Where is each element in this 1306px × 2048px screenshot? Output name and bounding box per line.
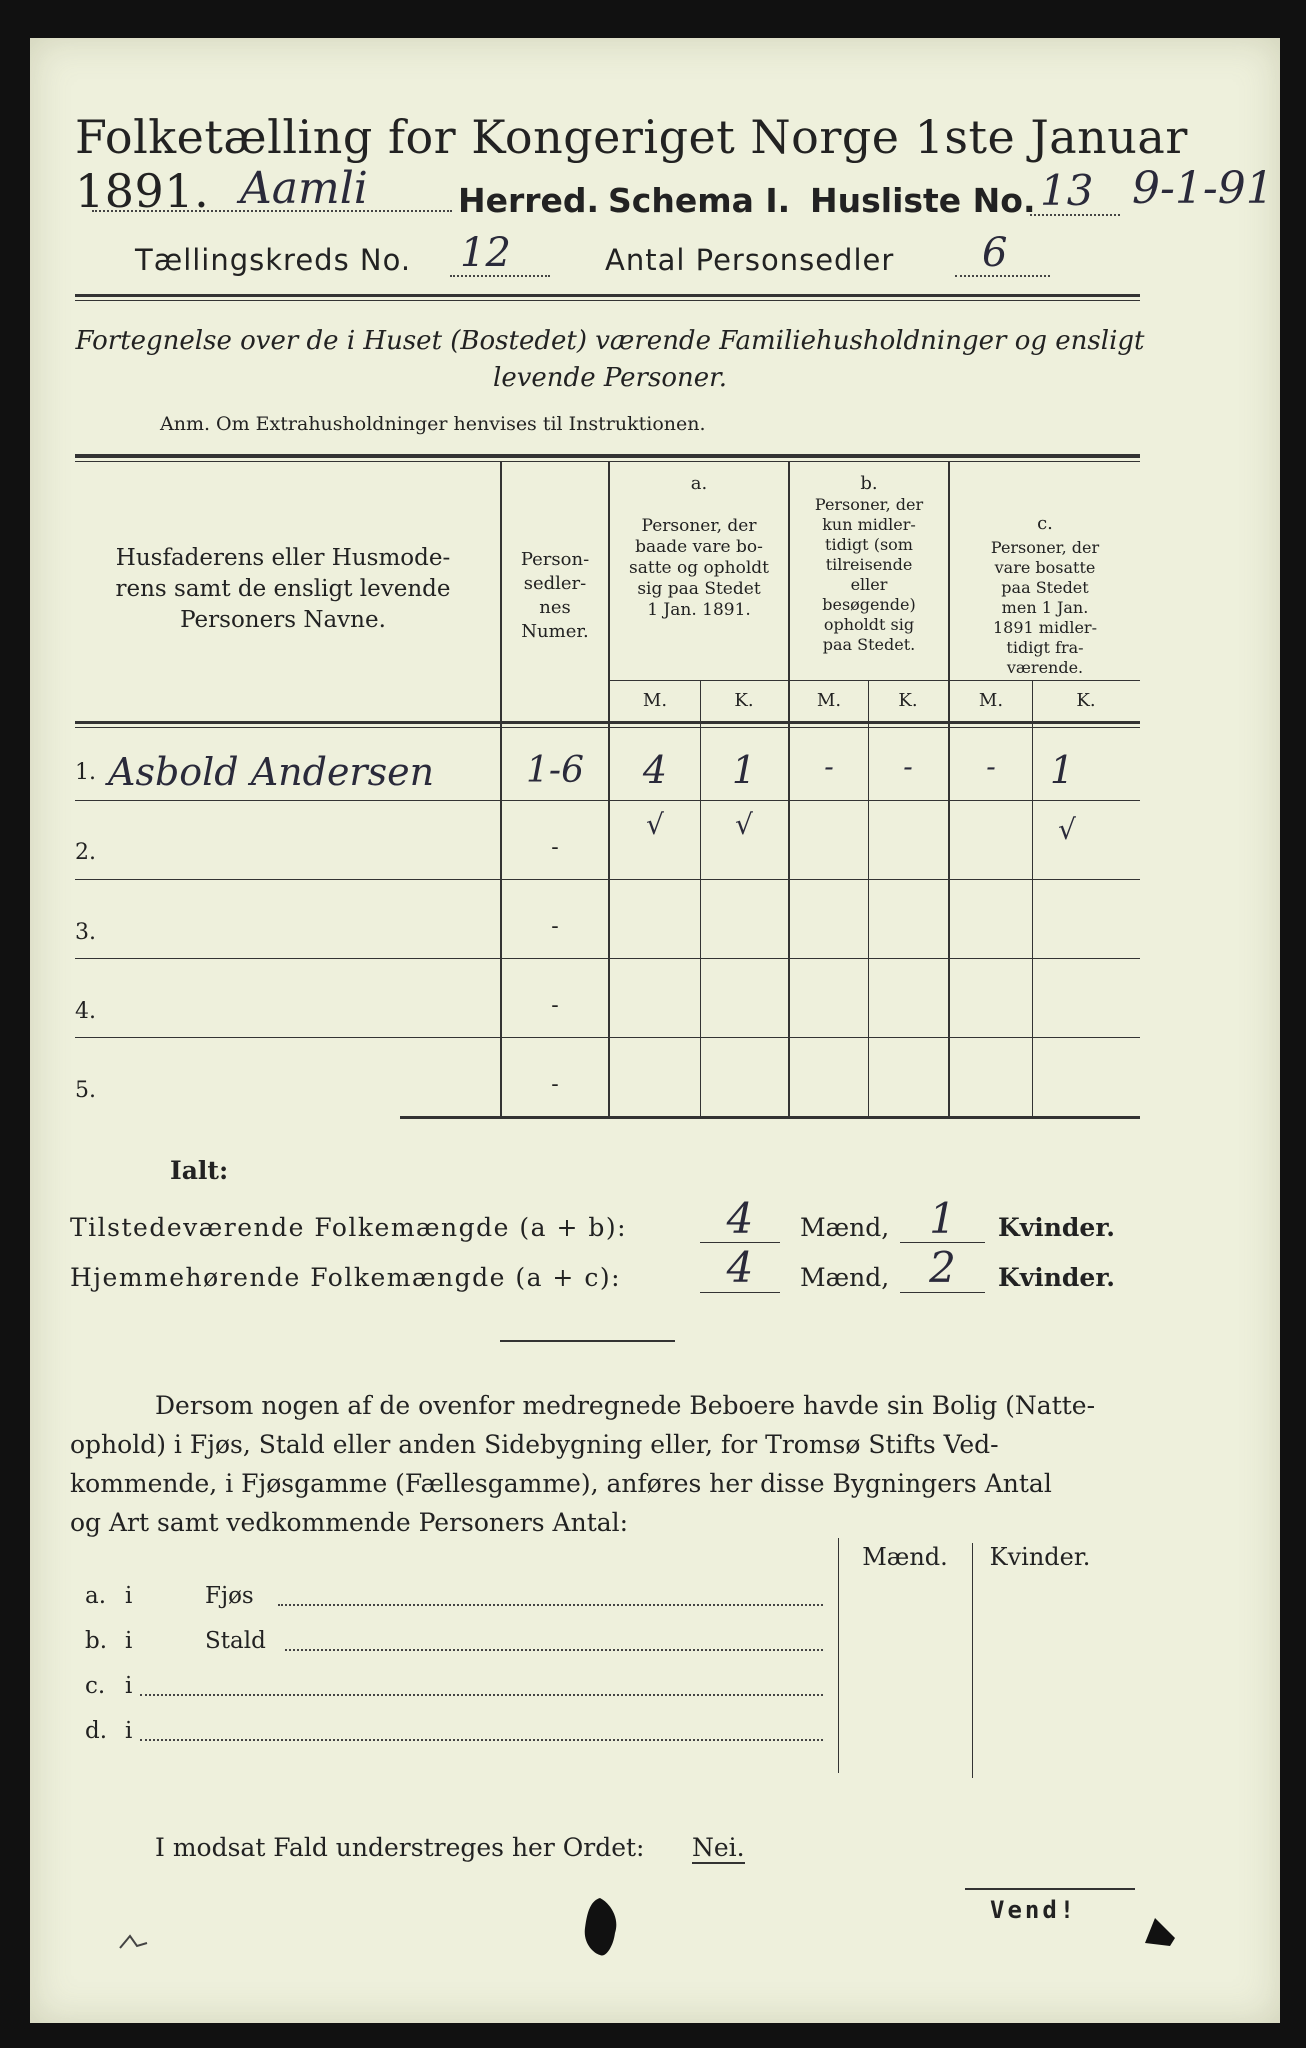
numer-column-header [502, 548, 608, 644]
anm-note: Anm. Om Extrahusholdninger henvises til Instruktionen. [160, 413, 706, 435]
col-c-header-line-5: 1891 midler- [993, 618, 1097, 637]
col-a-header-line-2: baade vare bo- [635, 537, 763, 557]
col-b-header-line-3: tidigt (som [825, 535, 913, 554]
total-line-1-maend: 4 [726, 1194, 754, 1243]
item-a-letter: a. [85, 1583, 107, 1609]
numer-header-line-4: Numer. [521, 621, 589, 642]
col-b-header-line-7: opholdt sig [823, 615, 915, 634]
row-2-a-k: √ [735, 808, 753, 841]
numer-header-line-2: sedler- [523, 573, 587, 594]
item-c-letter: c. [85, 1673, 106, 1699]
para-line-3: kommende, i Fjøsgamme (Fællesgamme), anføres her disse Bygningers Antal [70, 1469, 1052, 1498]
herred-label: Herred. [458, 181, 600, 220]
names-column-header [78, 543, 488, 636]
col-b-letter: b. [860, 473, 878, 494]
item-b-i: i [125, 1628, 133, 1654]
col-a-header [610, 516, 788, 621]
antal-label: Antal Personsedler [605, 243, 895, 277]
col-c-letter: c. [1037, 513, 1053, 534]
row-5-number: 5. [75, 1078, 96, 1103]
husliste-label: Husliste No. [810, 181, 1036, 220]
col-b-header [790, 495, 948, 655]
col-b-m-label: M. [816, 690, 842, 711]
total-line-1-kvinder: 1 [929, 1194, 956, 1243]
row-5-numer: - [551, 1072, 559, 1097]
herred-value: Aamli [240, 163, 368, 214]
intro-line-2: levende Personer. [493, 363, 727, 393]
col-b-header-line-5: eller [850, 575, 888, 594]
row-4-numer: - [551, 993, 559, 1018]
total-line-2-maend-label: Mænd, [800, 1263, 890, 1292]
item-a-i: i [125, 1583, 133, 1609]
col-a-header-line-4: sig paa Stedet [637, 579, 761, 599]
row-2-numer: - [551, 835, 559, 860]
date-note: 9-1-91 [1132, 163, 1274, 214]
schema-label: Schema I. [608, 181, 791, 220]
row-1-c-k: 1 [1049, 748, 1075, 792]
item-d-i: i [125, 1718, 133, 1744]
col-c-header-line-4: men 1 Jan. [1001, 598, 1089, 617]
row-2-a-m: √ [646, 808, 664, 841]
kreds-label: Tællingskreds No. [135, 243, 412, 277]
pencil-mark-icon [115, 1928, 155, 1953]
row-1-b-m: - [824, 750, 834, 783]
total-line-2-maend: 4 [726, 1243, 754, 1292]
item-a-label: Fjøs [205, 1583, 254, 1609]
intro-line-1: Fortegnelse over de i Huset (Bostedet) værende Familiehusholdninger og ensligt [75, 326, 1145, 356]
census-form-page [30, 38, 1280, 2023]
row-4-number: 4. [75, 999, 96, 1024]
col-a-letter: a. [690, 473, 708, 494]
ink-blot-icon [575, 1893, 625, 1963]
ialt-label: Ialt: [170, 1156, 229, 1185]
kvinder-column-head: Kvinder. [989, 1543, 1091, 1571]
form-title: Folketælling for Kongeriget Norge 1ste Januar 1891. [75, 110, 1188, 218]
names-header-line-2: rens samt de ensligt levende [115, 576, 451, 602]
maend-column-head: Mænd. [862, 1543, 948, 1571]
row-1-number: 1. [75, 760, 96, 785]
col-a-header-line-1: Personer, der [641, 516, 757, 536]
modsat-text: I modsat Fald understreges her Ordet: [155, 1833, 645, 1862]
row-1-a-m: 4 [642, 748, 668, 792]
section-divider [500, 1340, 675, 1342]
names-header-line-3: Personers Navne. [180, 607, 386, 633]
row-1-c-m: - [986, 750, 996, 783]
row-3-numer: - [551, 914, 559, 939]
row-1-name: Asbold Andersen [108, 750, 435, 794]
col-c-header-line-2: vare bosatte [994, 558, 1096, 577]
col-c-header-line-6: tidigt fra- [1006, 638, 1084, 657]
total-line-1-maend-label: Mænd, [800, 1213, 890, 1242]
vend-label: Vend! [990, 1896, 1078, 1924]
husliste-value: 13 [1040, 166, 1094, 215]
col-a-header-line-3: satte og opholdt [629, 558, 769, 578]
item-b-label: Stald [205, 1628, 266, 1654]
row-3-number: 3. [75, 920, 96, 945]
item-c-i: i [125, 1673, 133, 1699]
total-line-2-kvinder-label: Kvinder. [998, 1263, 1115, 1292]
col-a-m-label: M. [642, 690, 668, 711]
numer-header-line-1: Person- [520, 549, 590, 570]
col-c-k-label: K. [1076, 690, 1096, 711]
col-a-k-label: K. [734, 690, 754, 711]
numer-header-line-3: nes [539, 597, 571, 618]
kreds-value: 12 [460, 230, 511, 276]
col-a-header-line-5: 1 Jan. 1891. [647, 600, 751, 620]
row-1-a-k: 1 [731, 748, 757, 792]
col-c-header-line-3: paa Stedet [1001, 578, 1089, 597]
para-line-1: Dersom nogen af de ovenfor medregnede Beboere havde sin Bolig (Natte- [155, 1391, 1096, 1420]
total-line-1-label: Tilstedeværende Folkemængde (a + b): [70, 1213, 628, 1242]
col-c-header [950, 538, 1140, 678]
col-b-header-line-8: paa Stedet. [822, 635, 916, 654]
row-2-number: 2. [75, 840, 96, 865]
row-2-c-k: √ [1058, 813, 1076, 846]
nei-word: Nei. [692, 1833, 745, 1862]
total-line-1-kvinder-label: Kvinder. [998, 1213, 1115, 1242]
names-header-line-1: Husfaderens eller Husmode- [115, 545, 451, 571]
total-line-2-label: Hjemmehørende Folkemængde (a + c): [70, 1263, 621, 1292]
ink-blot-icon [1140, 1908, 1180, 1948]
col-b-header-line-4: tilreisende [825, 555, 913, 574]
item-d-letter: d. [85, 1718, 108, 1744]
para-line-2: ophold) i Fjøs, Stald eller anden Sidebygning eller, for Tromsø Stifts Ved- [70, 1430, 999, 1459]
row-1-b-k: - [903, 750, 913, 783]
col-b-k-label: K. [898, 690, 918, 711]
item-b-letter: b. [85, 1628, 108, 1654]
col-b-header-line-6: besøgende) [822, 595, 916, 614]
col-b-header-line-1: Personer, der [814, 495, 924, 514]
antal-value: 6 [982, 230, 1008, 276]
col-c-m-label: M. [978, 690, 1004, 711]
col-b-header-line-2: kun midler- [822, 515, 916, 534]
total-line-2-kvinder: 2 [929, 1243, 956, 1292]
col-c-header-line-7: værende. [1006, 658, 1084, 677]
col-c-header-line-1: Personer, der [990, 538, 1100, 557]
row-1-numer: 1-6 [526, 750, 584, 791]
para-line-4: og Art samt vedkommende Personers Antal: [70, 1508, 629, 1537]
